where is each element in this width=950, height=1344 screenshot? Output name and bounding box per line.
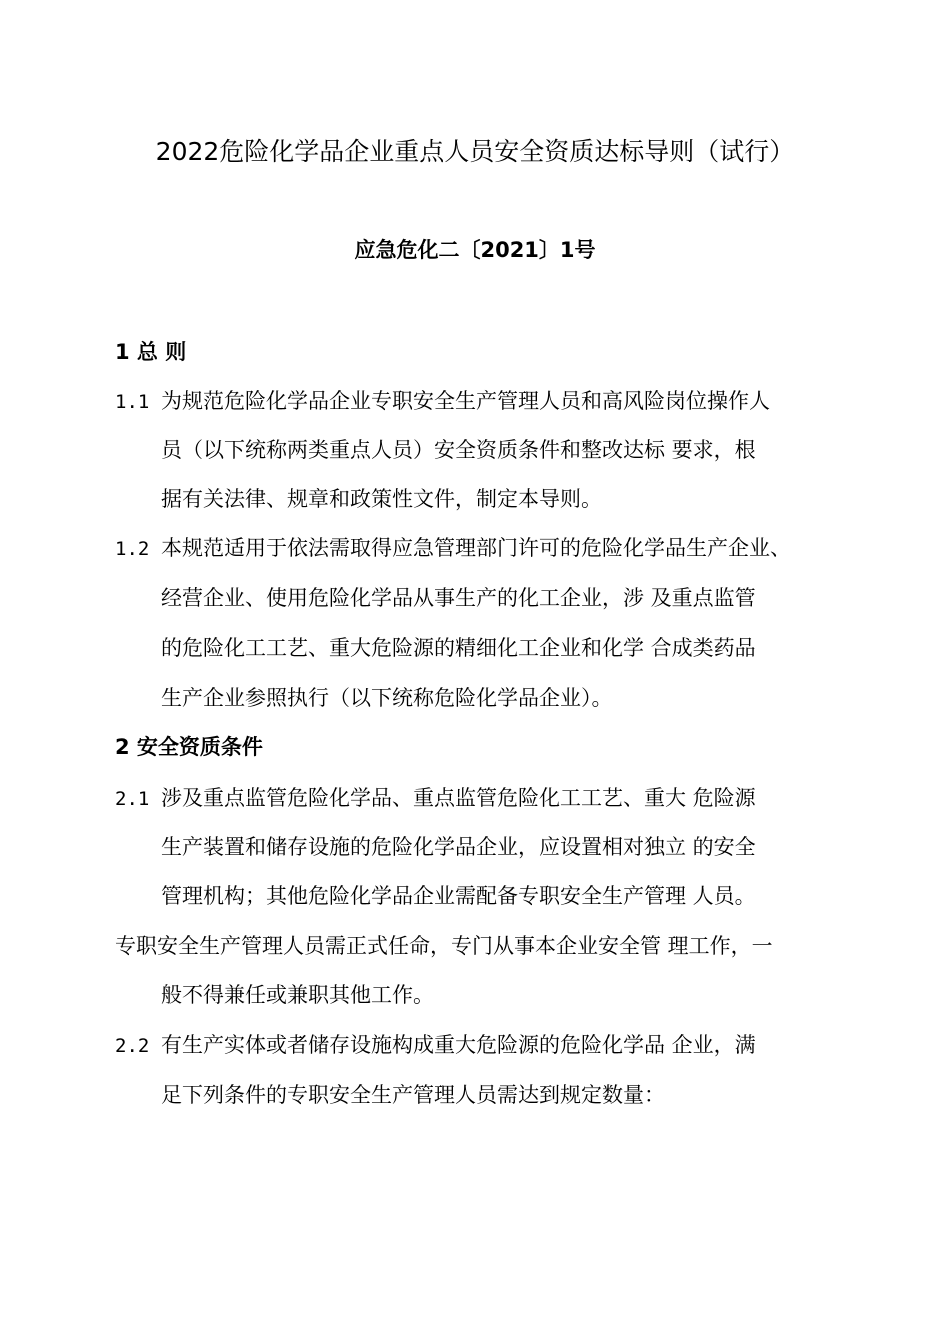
paragraph-line — [115, 780, 756, 817]
paragraph-text: 有生产实体或者储存设施构成重大危险源的危险化学品 企业，满 — [161, 1033, 756, 1057]
paragraph-text: 本规范适用于依法需取得应急管理部门许可的危险化学品生产企业、 — [161, 536, 791, 560]
paragraph-line: 经营企业、使用危险化学品从事生产的化工企业，涉 及重点监管 — [161, 586, 756, 610]
document-number: 应急危化二〔2021〕1号 — [354, 238, 596, 262]
paragraph-line — [115, 383, 770, 420]
paragraph-line: 管理机构；其他危险化学品企业需配备专职安全生产管理 人员。 — [161, 884, 756, 908]
paragraph-line: 生产企业参照执行（以下统称危险化学品企业）。 — [161, 686, 613, 710]
paragraph-line: 的危险化工工艺、重大危险源的精细化工企业和化学 合成类药品 — [161, 636, 756, 660]
paragraph-line: 据有关法律、规章和政策性文件，制定本导则。 — [161, 487, 602, 511]
paragraph-text: 涉及重点监管危险化学品、重点监管危险化工工艺、重大 危险源 — [161, 786, 756, 810]
paragraph-line — [115, 1027, 756, 1064]
paragraph-line: 生产装置和储存设施的危险化学品企业，应设置相对独立 的安全 — [161, 835, 756, 859]
clause-number: 1.1 — [115, 391, 150, 413]
paragraph-line: 足下列条件的专职安全生产管理人员需达到规定数量： — [161, 1083, 665, 1107]
section-heading-qualifications: 2 安全资质条件 — [115, 735, 263, 759]
paragraph-line: 般不得兼任或兼职其他工作。 — [161, 983, 434, 1007]
clause-number: 2.2 — [115, 1035, 150, 1057]
paragraph-line: 专职安全生产管理人员需正式任命，专门从事本企业安全管 理工作，一 — [115, 934, 773, 958]
document-title: 2022危险化学品企业重点人员安全资质达标导则（试行） — [155, 137, 795, 166]
paragraph-text: 为规范危险化学品企业专职安全生产管理人员和高风险岗位操作人 — [161, 389, 770, 413]
section-heading-general: 1 总 则 — [115, 340, 187, 364]
clause-number: 2.1 — [115, 788, 150, 810]
paragraph-line — [115, 530, 791, 567]
paragraph-line: 员（以下统称两类重点人员）安全资质条件和整改达标 要求，根 — [161, 438, 756, 462]
clause-number: 1.2 — [115, 538, 150, 560]
